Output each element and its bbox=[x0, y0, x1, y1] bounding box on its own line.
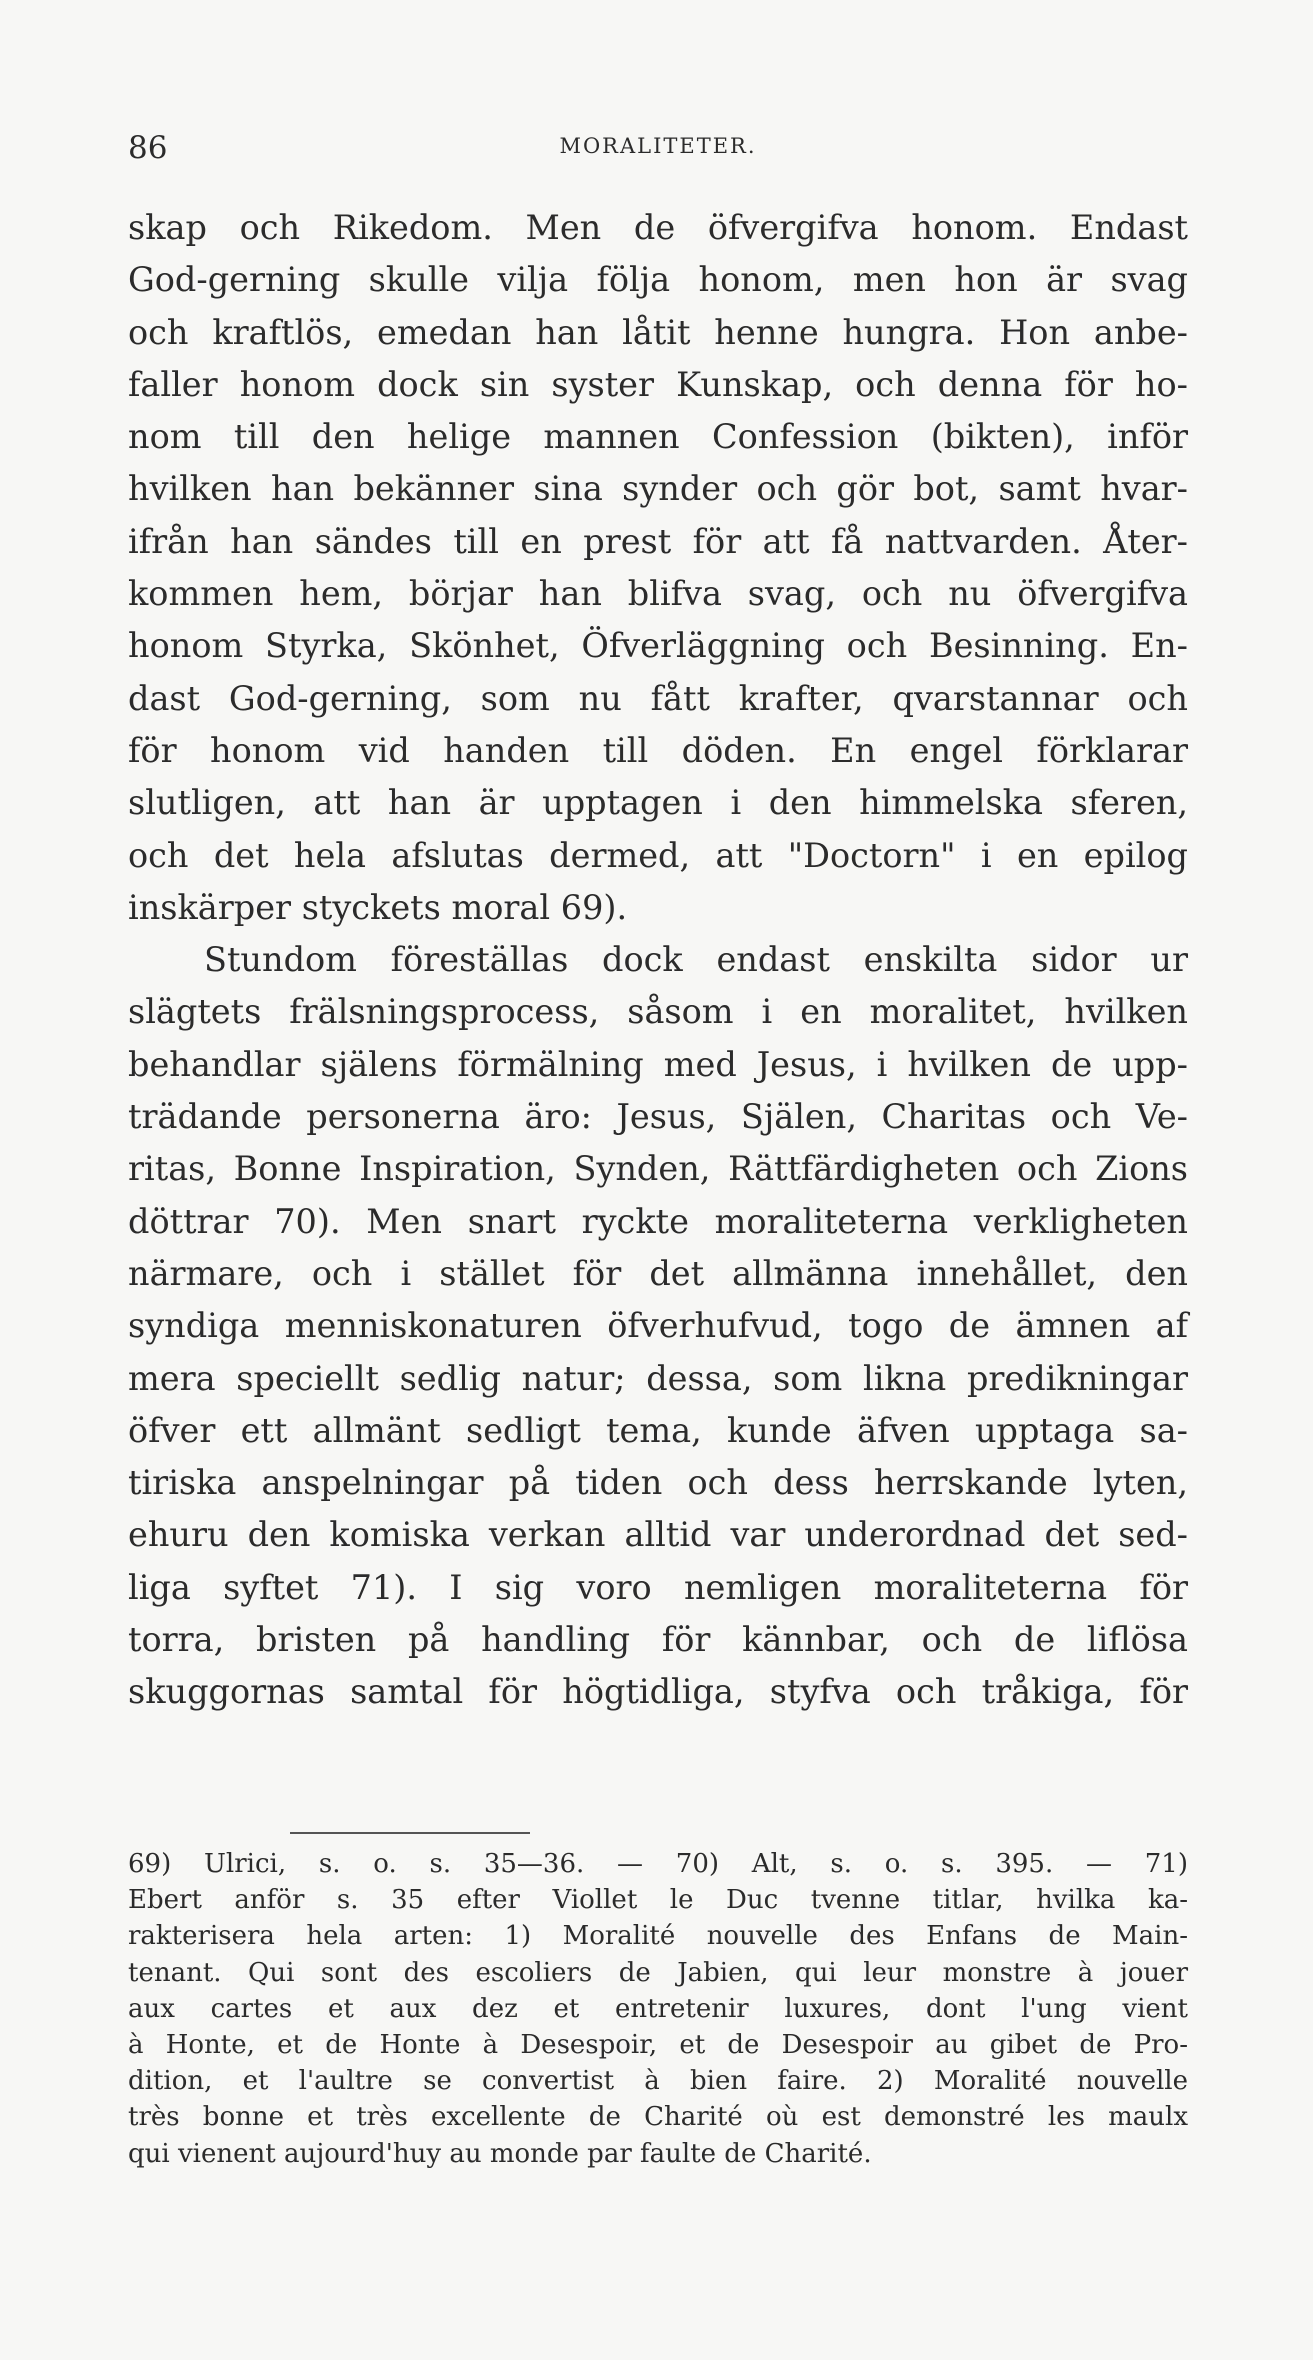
text-line: skap och Rikedom. Men de öfvergifva honom. Endast bbox=[128, 208, 1188, 247]
footnote-line: très bonne et très excellente de Charité où est demonstré les maulx bbox=[128, 2102, 1188, 2133]
text-line: God-gerning skulle vilja följa honom, men hon är svag bbox=[128, 260, 1188, 300]
text-line: ehuru den komiska verkan alltid var underordnad det sed- bbox=[128, 1515, 1188, 1555]
text-line: öfver ett allmänt sedligt tema, kunde äfven upptaga sa- bbox=[128, 1410, 1188, 1450]
text-line: skuggornas samtal för högtidliga, styfva och tråkiga, för bbox=[128, 1672, 1188, 1712]
footnotes bbox=[128, 1846, 1188, 2172]
footnote-line: qui vienent aujourd'huy au monde par faulte de Charité. bbox=[128, 2138, 872, 2169]
text-line: slutligen, att han är upptagen i den himmelska sferen, bbox=[128, 783, 1188, 823]
text-line: liga syftet 71). I sig voro nemligen moraliteterna för bbox=[128, 1567, 1188, 1607]
text-line: ifrån han sändes till en prest för att få nattvarden. Åter- bbox=[128, 521, 1188, 561]
text-line: och kraftlös, emedan han låtit henne hungra. Hon anbe- bbox=[128, 312, 1188, 352]
footnote-line: à Honte, et de Honte à Desespoir, et de Desespoir au gibet de Pro- bbox=[128, 2030, 1188, 2061]
text-line: tiriska anspelningar på tiden och dess herrskande lyten, bbox=[128, 1463, 1188, 1503]
text-line: torra, bristen på handling för kännbar, och de liflösa bbox=[128, 1620, 1188, 1660]
text-line: ritas, Bonne Inspiration, Synden, Rättfärdigheten och Zions bbox=[128, 1149, 1188, 1189]
text-line: kommen hem, börjar han blifva svag, och nu öfvergifva bbox=[128, 574, 1188, 614]
footnote-divider bbox=[290, 1832, 530, 1834]
text-line: nom till den helige mannen Confession (bikten), inför bbox=[128, 417, 1188, 457]
text-line: Stundom föreställas dock endast enskilta sidor ur bbox=[204, 940, 1188, 980]
text-line: för honom vid handen till döden. En engel förklarar bbox=[128, 730, 1188, 770]
footnote-line: tenant. Qui sont des escoliers de Jabien, qui leur monstre à jouer bbox=[128, 1957, 1188, 1988]
text-line: honom Styrka, Skönhet, Öfverläggning och Besinning. En- bbox=[128, 626, 1188, 666]
text-line: faller honom dock sin syster Kunskap, och denna för ho- bbox=[128, 364, 1188, 404]
text-line: inskärper styckets moral 69). bbox=[128, 887, 628, 927]
footnote-line: Ebert anför s. 35 efter Viollet le Duc tvenne titlar, hvilka ka- bbox=[128, 1885, 1188, 1916]
footnote-line: 69) Ulrici, s. o. s. 35—36. — 70) Alt, s. o. s. 395. — 71) bbox=[128, 1849, 1188, 1879]
footnote-line: aux cartes et aux dez et entretenir luxures, dont l'ung vient bbox=[128, 1993, 1188, 2024]
text-line: och det hela afslutas dermed, att "Doctorn" i en epilog bbox=[128, 835, 1188, 875]
page-number: 86 bbox=[128, 130, 168, 166]
text-line: slägtets frälsningsprocess, såsom i en moralitet, hvilken bbox=[128, 992, 1188, 1032]
text-line: hvilken han bekänner sina synder och gör bot, samt hvar- bbox=[128, 469, 1188, 509]
text-line: trädande personerna äro: Jesus, Själen, Charitas och Ve- bbox=[128, 1097, 1188, 1137]
text-line: behandlar själens förmälning med Jesus, i hvilken de upp- bbox=[128, 1044, 1188, 1084]
text-line: närmare, och i stället för det allmänna innehållet, den bbox=[128, 1253, 1188, 1293]
footnote-line: rakterisera hela arten: 1) Moralité nouvelle des Enfans de Main- bbox=[128, 1921, 1188, 1952]
page-header bbox=[128, 130, 1188, 170]
text-line: mera speciellt sedlig natur; dessa, som likna predikningar bbox=[128, 1358, 1188, 1398]
footnote-line: dition, et l'aultre se convertist à bien faire. 2) Moralité nouvelle bbox=[128, 2066, 1188, 2097]
text-line: dast God-gerning, som nu fått krafter, qvarstannar och bbox=[128, 678, 1188, 718]
text-line: syndiga menniskonaturen öfverhufvud, togo de ämnen af bbox=[128, 1306, 1188, 1346]
running-title: MORALITETER. bbox=[559, 134, 757, 158]
main-text bbox=[128, 202, 1188, 1719]
text-line: döttrar 70). Men snart ryckte moraliteterna verkligheten bbox=[128, 1201, 1188, 1241]
